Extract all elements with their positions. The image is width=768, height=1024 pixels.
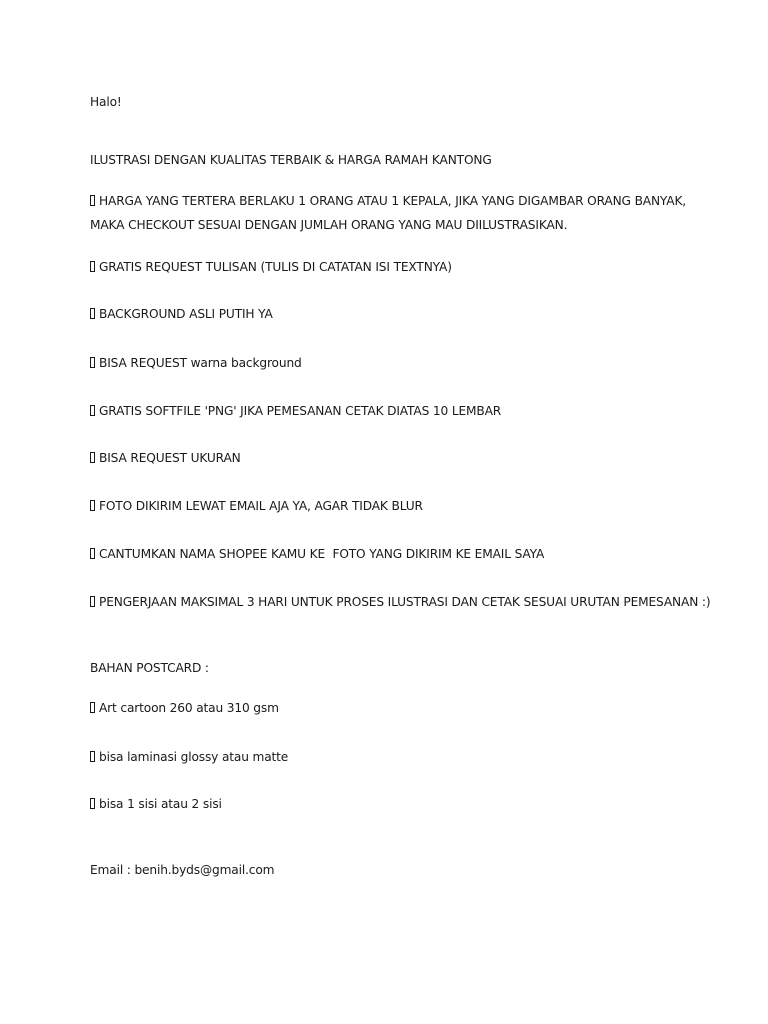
postcard-item: [90, 796, 222, 812]
headline-text: ILUSTRASI DENGAN KUALITAS TERBAIK & HARGA RAMAH KANTONG: [90, 153, 492, 167]
note-background-white-label: BACKGROUND ASLI PUTIH YA: [99, 307, 273, 321]
postcard-heading: BAHAN POSTCARD :: [90, 661, 209, 675]
box-bullet-icon: [90, 751, 95, 762]
postcard-item: [90, 749, 288, 765]
postcard-item-label: bisa 1 sisi atau 2 sisi: [99, 797, 222, 811]
box-bullet-icon: [90, 500, 95, 511]
note-price-line1: HARGA YANG TERTERA BERLAKU 1 ORANG ATAU 1 KEPALA, JIKA YANG DIGAMBAR ORANG BANYAK,: [99, 194, 687, 208]
note-size-request-label: BISA REQUEST UKURAN: [99, 451, 241, 465]
note-softfile-label: GRATIS SOFTFILE 'PNG' JIKA PEMESANAN CETAK DIATAS 10 LEMBAR: [99, 404, 502, 418]
box-bullet-icon: [90, 452, 95, 463]
note-processing: [90, 594, 710, 610]
box-bullet-icon: [90, 261, 95, 272]
box-bullet-icon: [90, 548, 95, 559]
postcard-item: [90, 700, 279, 716]
note-shopee-name-label: CANTUMKAN NAMA SHOPEE KAMU KE FOTO YANG DIKIRIM KE EMAIL SAYA: [99, 547, 545, 561]
note-background-color: [90, 355, 302, 371]
note-text-request-label: GRATIS REQUEST TULISAN (TULIS DI CATATAN ISI TEXTNYA): [99, 260, 452, 274]
postcard-item-label: Art cartoon 260 atau 310 gsm: [99, 701, 279, 715]
note-processing-label: PENGERJAAN MAKSIMAL 3 HARI UNTUK PROSES ILUSTRASI DAN CETAK SESUAI URUTAN PEMESANAN :): [99, 595, 711, 609]
note-shopee-name: [90, 546, 544, 562]
box-bullet-icon: [90, 596, 95, 607]
note-price: [90, 193, 686, 209]
box-bullet-icon: [90, 195, 95, 206]
box-bullet-icon: [90, 308, 95, 319]
note-softfile: [90, 403, 501, 419]
box-bullet-icon: [90, 798, 95, 809]
note-size-request: [90, 450, 241, 466]
postcard-item-label: bisa laminasi glossy atau matte: [99, 750, 289, 764]
contact-email: Email : benih.byds@gmail.com: [90, 863, 275, 877]
note-photo-email: [90, 498, 423, 514]
note-background-color-label: BISA REQUEST warna background: [99, 356, 302, 370]
note-photo-email-label: FOTO DIKIRIM LEWAT EMAIL AJA YA, AGAR TIDAK BLUR: [99, 499, 423, 513]
box-bullet-icon: [90, 357, 95, 368]
greeting-text: Halo!: [90, 95, 122, 109]
box-bullet-icon: [90, 405, 95, 416]
note-price-line2: MAKA CHECKOUT SESUAI DENGAN JUMLAH ORANG YANG MAU DIILUSTRASIKAN.: [90, 218, 568, 232]
note-text-request: [90, 259, 452, 275]
note-background-white: [90, 306, 273, 322]
box-bullet-icon: [90, 702, 95, 713]
